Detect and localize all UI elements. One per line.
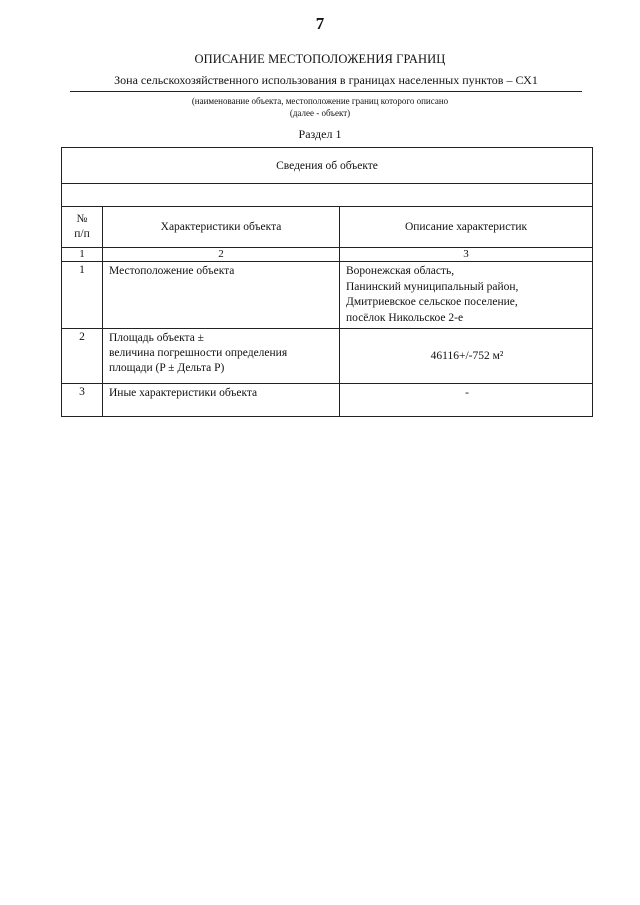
object-name: Зона сельскохозяйственного использования в границах населенных пунктов – СХ1: [114, 73, 538, 87]
table-row: [62, 329, 593, 384]
object-name-hint: [0, 95, 640, 119]
header-characteristics: Характеристики объекта: [103, 207, 340, 248]
table-index-row: [62, 248, 593, 262]
row-description: [340, 262, 593, 329]
document-title: ОПИСАНИЕ МЕСТОПОЛОЖЕНИЯ ГРАНИЦ: [194, 52, 446, 66]
row-description: [340, 329, 593, 384]
table-empty-cell: [62, 184, 593, 207]
header-number: [62, 207, 103, 248]
header-description: Описание характеристик: [340, 207, 593, 248]
characteristic-line: величина погрешности определения: [109, 347, 288, 359]
description-line: Дмитриевское сельское поселение,: [346, 296, 518, 308]
description-line: -: [465, 387, 469, 399]
table-caption-row: [62, 148, 593, 184]
row-characteristic: [103, 262, 340, 329]
object-info-table: [61, 147, 593, 417]
description-line: 46116+/-752 м²: [430, 350, 504, 363]
characteristic-line: Иные характеристики объекта: [109, 387, 258, 399]
object-hint-line-2: (далее - объект): [289, 108, 351, 118]
table-header-row: [62, 207, 593, 248]
index-cell-1: 1: [62, 248, 103, 262]
table-caption: Сведения об объекте: [62, 148, 593, 184]
row-number: 3: [62, 384, 103, 417]
table-row: [62, 262, 593, 329]
page-number: 7: [315, 14, 325, 33]
characteristic-line: Площадь объекта ±: [109, 332, 204, 344]
header-number-symbol: №: [76, 213, 88, 225]
section-title: Раздел 1: [298, 127, 342, 141]
row-characteristic: [103, 329, 340, 384]
index-cell-3: 3: [340, 248, 593, 262]
table-row: [62, 384, 593, 417]
row-number: 2: [62, 329, 103, 384]
description-line: Воронежская область,: [346, 265, 455, 277]
header-number-abbr: п/п: [74, 228, 90, 240]
row-characteristic: [103, 384, 340, 417]
row-number: 1: [62, 262, 103, 329]
description-line: Панинский муниципальный район,: [346, 280, 519, 293]
characteristic-line: Местоположение объекта: [109, 265, 235, 277]
row-description: [340, 384, 593, 417]
object-name-underline: [70, 91, 582, 92]
characteristic-line: площади (P ± Дельта P): [109, 362, 225, 374]
object-hint-line-1: (наименование объекта, местоположение границ которого описано: [191, 96, 449, 106]
index-cell-2: 2: [103, 248, 340, 262]
description-line: посёлок Никольское 2-е: [346, 311, 464, 324]
table-empty-row: [62, 184, 593, 207]
